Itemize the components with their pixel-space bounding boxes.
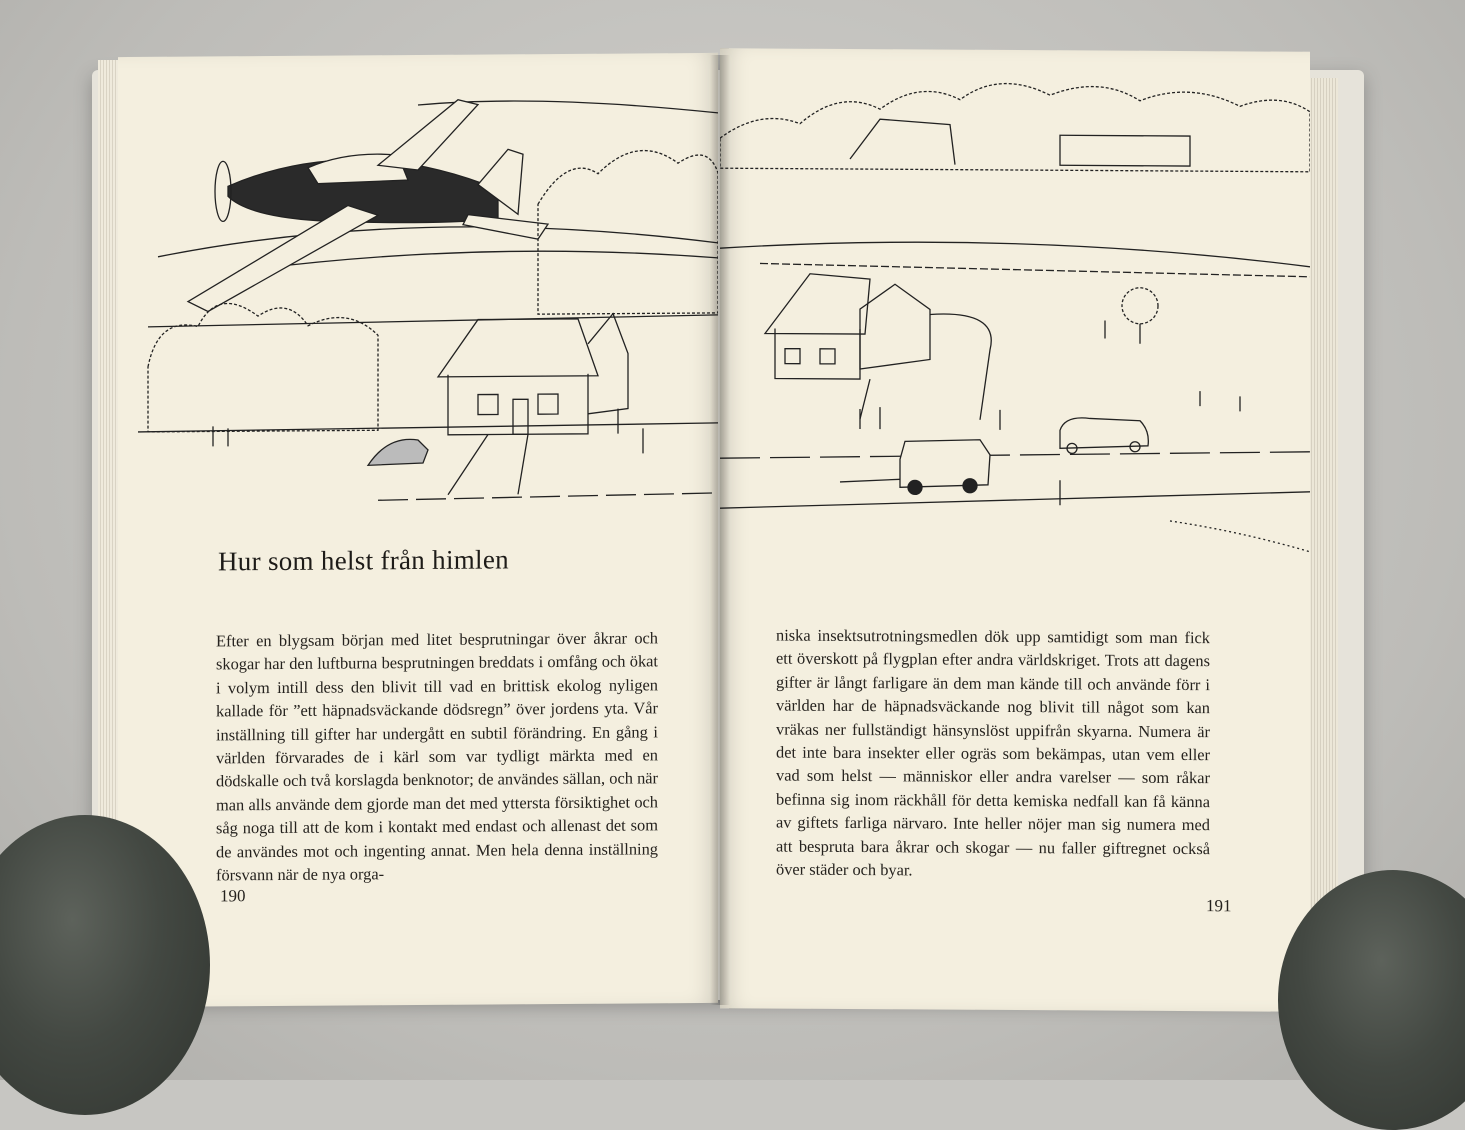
page-number-right: 191 — [1206, 896, 1232, 916]
right-page-paragraph: niska insektsutrotningsmedlen dök upp samtidigt som man fick ett överskott på flygplan efter andra världskriget. Trots att dagens gifter är långt farligare än dem man kände till och använde förr i världen har de häpnadsväckande nog blivit till något som kan vräkas ner fullständigt hänsynslöst uppifrån skyarna. Numera är det inte bara insekter eller ogräs som bekämpas, utan vem eller vad som helst — människor eller andra varelser — som råkar befinna sig inom räckhåll för detta kemiska nedfall kan få känna av giftets farliga närvaro. Inte heller nöjer man sig numera med att bespruta bara åkrar och skogar — nu faller giftregnet också över städer och byar. — [776, 625, 1210, 880]
chapter-title: Hur som helst från himlen — [218, 544, 509, 577]
right-page — [720, 48, 1310, 1012]
page-number-left: 190 — [220, 886, 246, 906]
airplane-spraying-illustration — [118, 53, 718, 527]
suburban-landscape-illustration — [720, 48, 1310, 562]
left-page-paragraph: Efter en blygsam början med litet besprutningar över åkrar och skogar har den luftburna besprutningen breddats i omfång och ökat i volym intill dess den blivit till vad en brittisk ekolog nyligen kallade för ”ett häpnadsväckande dödsregn” över jordens yta. Vår inställning till gifter har undergått en subtil förändring. En gång i världen förvarades de i kärl som var tydligt märkta med en dödskalle och två korslagda benknotor; de användes sällan, och när man alls använde dem gjorde man det med yttersta försiktighet och såg noga till att de kom i kontakt med endast och allenast det som de användes mot och ingenting annat. Men hela denna inställning försvann när de nya orga- — [216, 628, 658, 885]
left-page — [118, 53, 718, 1007]
book-gutter — [710, 55, 730, 1005]
